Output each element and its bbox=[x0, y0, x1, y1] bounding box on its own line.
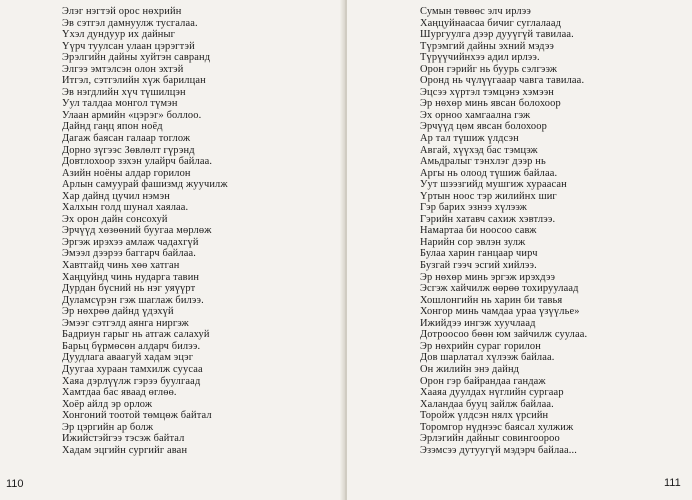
poem-line: Хошлонгийн нь харин би тавья bbox=[420, 294, 563, 306]
poem-line: Халандаа бууц зайлж байлаа. bbox=[420, 398, 554, 410]
right-page-number: 111 bbox=[664, 477, 681, 489]
poem-line: Хавтгайд чинь хөө хатган bbox=[62, 260, 180, 272]
poem-line: Орон гэр байрандаа гандаж bbox=[420, 375, 546, 387]
poem-line: Он жилийн энэ дайнд bbox=[420, 363, 520, 375]
poem-line: Элгээ эмтэлсэн олон эхтэй bbox=[62, 63, 184, 75]
poem-line: Аргы нь олоод түшиж байлаа. bbox=[420, 167, 558, 179]
poem-line: Түрүүчийнхээ адил ирлээ. bbox=[420, 52, 540, 64]
poem-line: Эр нөхрийн сураг горилон bbox=[420, 340, 541, 352]
poem-line: Хоёр айлд эр орлож bbox=[62, 398, 153, 410]
poem-line: Торойж үлдсэн нялх үрсийн bbox=[420, 410, 549, 422]
poem-line: Ар тал түшиж үлдсэн bbox=[420, 133, 519, 145]
poem-line: Хонгоний тоотой төмцөж байтал bbox=[62, 410, 212, 422]
left-page bbox=[0, 0, 345, 500]
right-page bbox=[347, 0, 692, 500]
poem-line: Эв сэтгэл дамнуулж тусгалаа. bbox=[62, 17, 198, 29]
poem-line: Довтлохоор зэхэн улайрч байлаа. bbox=[62, 156, 213, 168]
poem-line: Эв нэгдлийн хүч түшилцэн bbox=[62, 86, 186, 98]
poem-line: Эр цэргийн ар болж bbox=[62, 421, 154, 433]
poem-line: Дуудлага аваагуй хадам эцэг bbox=[62, 352, 194, 364]
poem-line: Эр нөхөр минь явсан болохоор bbox=[420, 98, 561, 110]
poem-line: Улаан армийн «цэрэг» боллоо. bbox=[62, 109, 202, 121]
poem-line: Хонгор минь чамдаа ураа үзүүлье» bbox=[420, 306, 580, 318]
poem-line: Эрчүүд хөзөөний буугаа мөрлөж bbox=[62, 225, 212, 237]
poem-line: Дуугаа хураан тамхилж суусаа bbox=[62, 363, 203, 375]
poem-line: Бузгай гээч эсгий хийлээ. bbox=[420, 260, 537, 272]
poem-line: Үүрч туулсан улаан цэрэгтэй bbox=[62, 40, 195, 52]
poem-line: Эрлэгийн дайныг совингоороо bbox=[420, 433, 560, 445]
poem-line: Дов шарлатал хүлээж байлаа. bbox=[420, 352, 555, 364]
left-page-poem bbox=[62, 6, 228, 456]
poem-line: Хар дайнд цучил нэмэн bbox=[62, 190, 170, 202]
poem-line: Итгэл, сэтгэлийн хүж барилцан bbox=[62, 75, 206, 87]
poem-line: Хаяа дэрлүүлж гэрээ буулгаад bbox=[62, 375, 201, 387]
poem-line: Эх орноо хамгаална гэж bbox=[420, 109, 531, 121]
poem-line: Халхын голд шунал хаялаа. bbox=[62, 202, 189, 214]
poem-line: Элэг нэгтэй орос нөхрийн bbox=[62, 6, 182, 17]
poem-line: Хамтдаа бас яваад өглөө. bbox=[62, 387, 177, 399]
right-page-poem bbox=[420, 6, 587, 456]
poem-line: Эр нөхөр минь эргэж ирэхдээ bbox=[420, 271, 556, 283]
poem-line: Үхэл дундуур их дайныг bbox=[62, 29, 176, 41]
poem-line: Дайнд гаңц япон ноёд bbox=[62, 121, 163, 133]
poem-line: Хааяа дуулдах нүглийн сургаар bbox=[420, 387, 564, 399]
poem-line: Эргэж ирэхээ амлаж чадахгүй bbox=[62, 236, 199, 248]
poem-line: Булаа харин ганцаар чирч bbox=[420, 248, 538, 260]
poem-line: Уул талдаа монгол түмэн bbox=[62, 98, 178, 110]
poem-line: Хадам эцгийн сургийг аван bbox=[62, 444, 188, 456]
left-page-number: 110 bbox=[6, 478, 24, 490]
poem-line: Оронд нь чүлүүгааар чавга тавилаа. bbox=[420, 75, 585, 87]
poem-line: Ижийдээ ингэж хуучлаад bbox=[420, 317, 536, 329]
poem-line: Ижийстэйгээ тэсэж байтал bbox=[62, 433, 185, 445]
poem-line: Бадриун гарыг нь атгаж салахуй bbox=[62, 329, 210, 341]
poem-line: Эмээл дээрээ баггарч байлаа. bbox=[62, 248, 196, 260]
poem-line: Үртын ноос тэр жилийнх шиг bbox=[420, 190, 557, 202]
poem-line: Эсгэж хайчилж өөрөө тохируулаад bbox=[420, 283, 579, 295]
poem-line: Түрэмгий дайны эхний мэдээ bbox=[420, 40, 555, 52]
poem-line: Азийн ноёны алдар горилон bbox=[62, 167, 191, 179]
poem-line: Торомгор нүднээс баясал хулжиж bbox=[420, 421, 574, 433]
poem-line: Хаңцуйнаасаа бичиг суглалаад bbox=[420, 17, 562, 29]
poem-line: Дорно зүгээс Зөвлөлт гүрэнд bbox=[62, 144, 195, 156]
poem-line: Эр нөхрөө дайнд үдэхүй bbox=[62, 306, 174, 318]
poem-line: Шургуулга дээр дууүгүй тавилаа. bbox=[420, 29, 574, 41]
poem-line: Дотроосоо бөөн юм зайчилж суулаа. bbox=[420, 329, 588, 341]
poem-line: Орон гэрийг нь буурь сэлгээж bbox=[420, 63, 558, 75]
poem-line: Уут шээзгийд мушгиж хураасан bbox=[420, 179, 567, 191]
poem-line: Арлын самуурай фашизмд жуучилж bbox=[62, 179, 228, 191]
poem-line: Барьц бүрмөсөн алдарч билээ. bbox=[62, 340, 201, 352]
poem-line: Эцсээ хүртэл тэмцэнэ хэмээн bbox=[420, 86, 555, 98]
poem-line: Дуламсүрэн гэж шаглаж билээ. bbox=[62, 294, 204, 306]
poem-line: Хаңцуйнд чинь нударга тавин bbox=[62, 271, 200, 283]
poem-line: Эрэлгийн дайны хуйтэн савранд bbox=[62, 52, 211, 64]
poem-line: Амьдралыг тэнхлэг дээр нь bbox=[420, 156, 546, 168]
poem-line: Дагаж баясан галаар тоглож bbox=[62, 133, 191, 145]
poem-line: Дурдан бүсний нь нэг уяүүрт bbox=[62, 283, 196, 295]
poem-line: Сумын төвөөс элч ирлээ bbox=[420, 6, 531, 17]
poem-line: Нарийн сор эвлэн зулж bbox=[420, 236, 526, 248]
poem-line: Гэр барих эзнээ хүлээж bbox=[420, 202, 527, 214]
poem-line: Эмээг сэтгэлд аянга ниргэж bbox=[62, 317, 189, 329]
poem-line: Эх орон дайн сонсохуй bbox=[62, 213, 168, 225]
poem-line: Авгай, хүүхэд бас тэмцэж bbox=[420, 144, 538, 156]
poem-line: Эзэмсээ дутуугүй мэдэрч байлаа... bbox=[420, 444, 578, 456]
poem-line: Намартаа би ноосоо савж bbox=[420, 225, 537, 237]
poem-line: Гэрийн хатавч сахиж хэвтлээ. bbox=[420, 213, 556, 225]
poem-line: Эрчүүд цөм явсан болохоор bbox=[420, 121, 547, 133]
